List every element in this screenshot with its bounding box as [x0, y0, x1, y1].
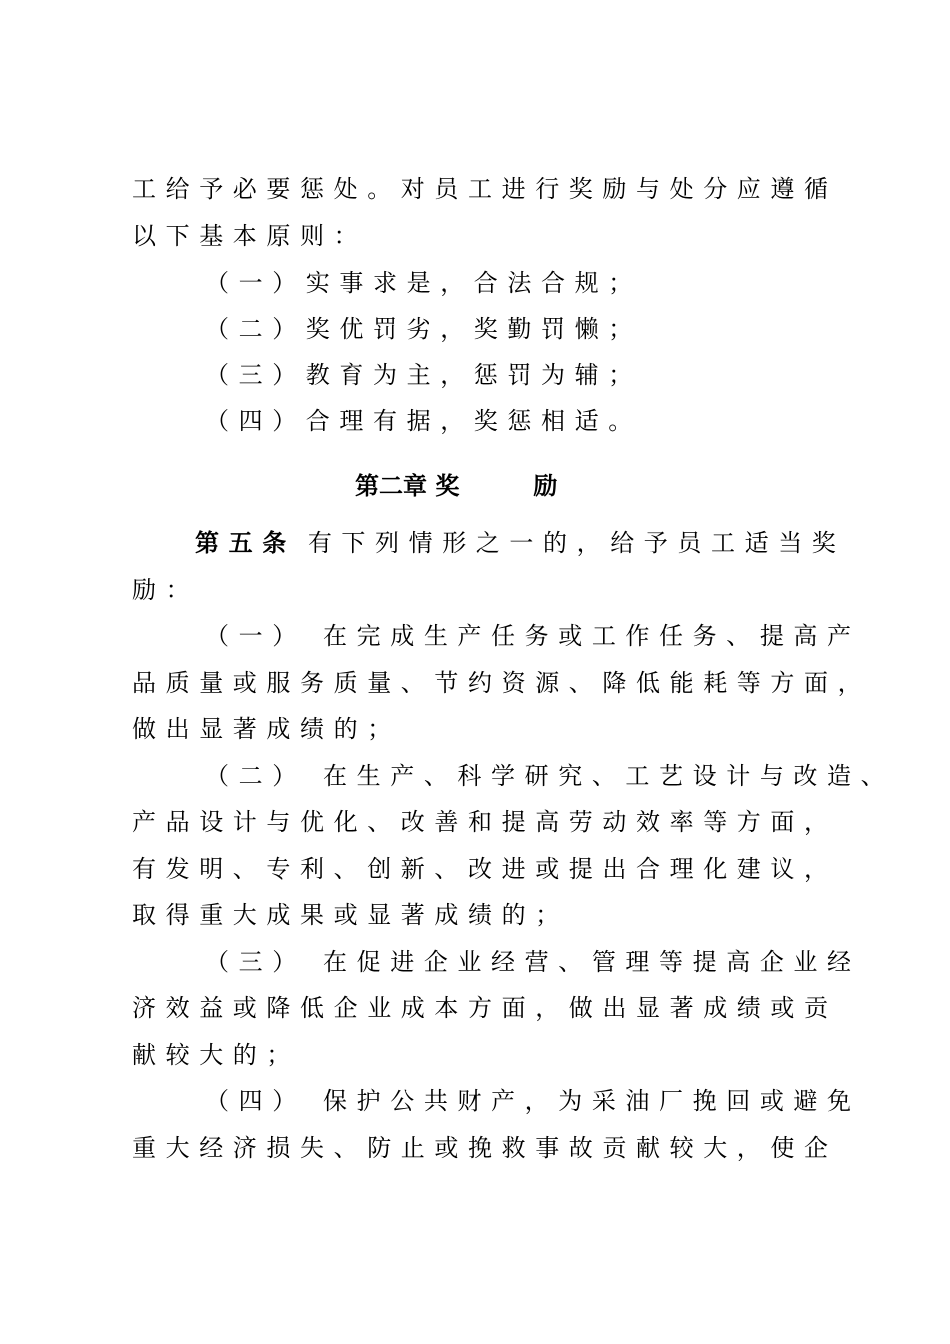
chapter-heading-part1: 第二章 奖	[355, 472, 460, 500]
article-text: 有下列情形之一的，给予员工适当奖	[307, 529, 846, 557]
article-text-continued: 励：	[132, 576, 200, 604]
reward-item-line: （一） 在完成生产任务或工作任务、提高产	[205, 622, 861, 650]
chapter-heading	[355, 471, 557, 501]
reward-item-line: 济效益或降低企业成本方面，做出显著成绩或贡	[132, 994, 838, 1022]
article-first-line	[195, 528, 845, 558]
principle-item: （四）合理有据，奖惩相适。	[205, 407, 642, 435]
principle-item: （二）奖优罚劣，奖勤罚懒；	[205, 315, 642, 343]
reward-item-line: 做出显著成绩的；	[132, 715, 401, 743]
chapter-heading-part2: 励	[533, 472, 558, 500]
reward-item-line: 有发明、专利、创新、改进或提出合理化建议，	[132, 855, 838, 883]
paragraph-line: 工给予必要惩处。对员工进行奖励与处分应遵循	[132, 175, 838, 203]
reward-item-line: 取得重大成果或显著成绩的；	[132, 901, 569, 929]
reward-item-line: （四） 保护公共财产，为采油厂挽回或避免	[205, 1087, 861, 1115]
paragraph-line: 以下基本原则：	[132, 222, 368, 250]
reward-item-line: 献较大的；	[132, 1041, 300, 1069]
reward-item-line: 产品设计与优化、改善和提高劳动效率等方面，	[132, 808, 838, 836]
reward-item-line: 品质量或服务质量、节约资源、降低能耗等方面，	[132, 669, 872, 697]
article-label: 第五条	[195, 529, 296, 557]
principle-item: （三）教育为主，惩罚为辅；	[205, 361, 642, 389]
principle-item: （一）实事求是，合法合规；	[205, 269, 642, 297]
reward-item-line: 重大经济损失、防止或挽救事故贡献较大，使企	[132, 1134, 838, 1162]
reward-item-line: （三） 在促进企业经营、管理等提高企业经	[205, 948, 861, 976]
reward-item-line: （二） 在生产、科学研究、工艺设计与改造、	[205, 762, 895, 790]
